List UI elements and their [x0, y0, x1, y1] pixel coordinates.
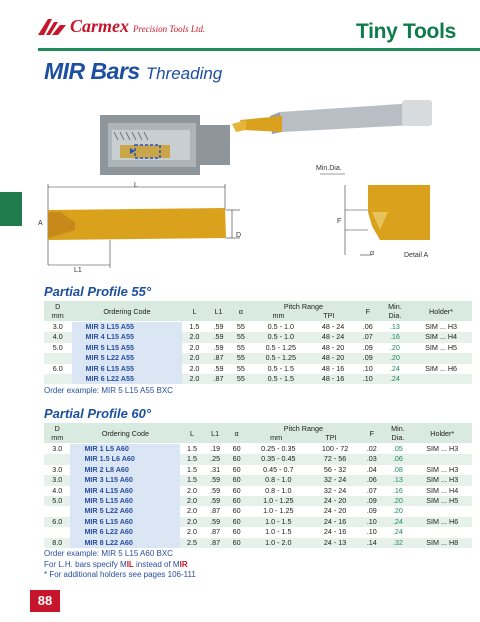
table-row — [44, 486, 472, 496]
cell-d — [44, 527, 70, 537]
cell-mm: 0.8 - 1.0 — [265, 485, 292, 495]
cell-l: 2.0 — [182, 332, 206, 342]
cell-a: 60 — [227, 475, 247, 485]
cell-tpi: 24 - 13 — [310, 538, 360, 548]
cell-d: 6.0 — [44, 517, 70, 527]
cell-holder: SIM ... H3 — [426, 444, 459, 453]
cell-min: .24 — [389, 363, 400, 373]
col-l1: L1 — [204, 423, 227, 444]
col-alpha: α — [227, 423, 247, 444]
cell-a: 55 — [231, 332, 252, 342]
cell-f: .06 — [360, 475, 383, 485]
cell-a: 60 — [227, 517, 247, 527]
label-min-dia: Min.Dia. — [316, 165, 342, 172]
cell-a: 60 — [232, 444, 241, 453]
section-title: Tiny Tools — [355, 20, 456, 43]
cell-min: .32 — [383, 538, 412, 548]
cell-code: MIR 5 L22 A55 — [72, 353, 183, 363]
cell-l1: .87 — [206, 374, 230, 384]
cell-code: MIR 4 L15 A60 — [70, 486, 180, 496]
cell-min: .24 — [380, 374, 410, 384]
cell-f: .09 — [356, 353, 380, 363]
cell-l: 1.5 — [189, 322, 200, 331]
cell-l1: .59 — [210, 485, 221, 495]
cell-code: MIR 2 L8 A60 — [70, 465, 180, 475]
cell-a: 60 — [232, 506, 241, 516]
cell-code: MIR 5 L22 A60 — [70, 506, 180, 516]
cell-code: MIR 3 L15 A60 — [70, 475, 180, 485]
cell-l1: .87 — [206, 353, 230, 363]
order-example-55: Order example: MIR 5 L15 A55 BXC — [44, 386, 173, 395]
cell-l1: .59 — [213, 363, 224, 373]
label-l: L — [134, 182, 138, 189]
cell-d: 6.0 — [52, 363, 63, 373]
cell-tpi: 24 - 20 — [323, 506, 347, 516]
table-row — [44, 332, 472, 342]
cell-mm: 0.5 - 1.5 — [267, 363, 294, 373]
cell-f: .10 — [362, 363, 373, 373]
cell-tpi: 24 - 20 — [310, 496, 360, 506]
cell-holder — [412, 527, 472, 537]
col-l: L — [180, 423, 203, 444]
table-row — [44, 343, 472, 353]
cell-l1: .59 — [206, 332, 230, 342]
label-a: A — [38, 220, 43, 227]
cell-l: 2.0 — [180, 496, 203, 506]
cell-l1: .59 — [204, 475, 227, 485]
cell-a: 60 — [232, 464, 241, 474]
cell-mm: 0.5 - 1.25 — [265, 342, 296, 352]
col-d: D mm — [44, 423, 70, 444]
cell-code: MIR 4 L15 A55 — [72, 332, 183, 342]
heading-60: Partial Profile 60° — [44, 406, 152, 421]
cell-mm: 0.8 - 1.0 — [247, 475, 310, 485]
carmex-logo — [38, 16, 205, 37]
cell-f: .03 — [360, 454, 383, 464]
cell-mm: 0.5 - 1.0 — [267, 322, 294, 331]
cell-code: MIR 6 L22 A55 — [72, 374, 183, 384]
cell-d: 3.0 — [52, 444, 63, 453]
cell-code: MIR 3 L15 A55 — [72, 322, 183, 333]
cell-d — [44, 454, 70, 464]
table-row — [44, 444, 472, 455]
cell-mm: 1.0 - 1.5 — [265, 527, 292, 537]
page-header — [0, 0, 480, 54]
col-l1: L1 — [206, 301, 230, 322]
table-row — [44, 374, 472, 384]
cell-l1: .87 — [210, 506, 221, 516]
cell-f: .09 — [366, 506, 377, 516]
cell-tpi: 32 - 24 — [323, 485, 347, 495]
cell-tpi: 48 - 20 — [321, 342, 345, 352]
cell-a: 55 — [231, 353, 252, 363]
title-sub: Threading — [145, 64, 223, 83]
col-holder: Holder* — [412, 423, 472, 444]
cell-holder: SIM ... H5 — [425, 342, 458, 352]
cell-holder: SIM ... H3 — [425, 322, 458, 331]
cell-f: .07 — [356, 332, 380, 342]
col-pitch: Pitch Range mm TPI — [251, 301, 356, 322]
cell-l: 2.0 — [186, 527, 197, 537]
cell-d — [44, 353, 72, 363]
cell-mm: 0.5 - 1.5 — [251, 374, 310, 384]
cell-l: 2.0 — [186, 485, 197, 495]
cell-l: 2.0 — [180, 517, 203, 527]
cell-tpi: 48 - 16 — [310, 374, 355, 384]
cell-l1: .59 — [213, 342, 224, 352]
page-title — [44, 58, 222, 85]
cell-a: 60 — [232, 485, 241, 495]
heading-55: Partial Profile 55° — [44, 284, 152, 299]
cell-f: .10 — [356, 374, 380, 384]
cell-l1: .87 — [210, 527, 221, 537]
cell-f: .02 — [366, 444, 377, 453]
cell-code: MIR 6 L15 A55 — [72, 364, 183, 374]
cell-f: .14 — [360, 538, 383, 548]
cell-tpi: 32 - 24 — [310, 475, 360, 485]
cell-l1: .59 — [204, 517, 227, 527]
cell-f: .09 — [362, 342, 373, 352]
cell-l: 2.0 — [189, 363, 200, 373]
cell-mm: 0.5 - 1.0 — [251, 332, 310, 342]
carmex-logo-icon — [38, 19, 66, 35]
cell-a: 60 — [227, 538, 247, 548]
cell-code: MIR 1.5 L6 A60 — [70, 454, 180, 464]
label-alpha: α — [370, 250, 375, 257]
table-60 — [44, 423, 472, 548]
cell-l1: .19 — [210, 444, 221, 453]
col-f: F — [356, 301, 380, 322]
cell-mm: 1.0 - 1.25 — [247, 496, 310, 506]
cell-l1: .25 — [204, 454, 227, 464]
cell-a: 55 — [236, 342, 245, 352]
cell-min: .06 — [383, 454, 412, 464]
cell-a: 55 — [236, 322, 245, 331]
tool-diagram — [0, 90, 480, 280]
cell-tpi: 24 - 16 — [310, 517, 360, 527]
table-row — [44, 465, 472, 475]
col-code: Ordering Code — [72, 301, 183, 322]
cell-tpi: 100 - 72 — [321, 444, 349, 453]
cell-holder — [410, 353, 472, 363]
cell-d: 3.0 — [52, 464, 63, 474]
table-row — [44, 475, 472, 485]
cell-min: .13 — [389, 322, 400, 331]
bar-illustration — [232, 100, 432, 134]
cell-holder: SIM ... H4 — [426, 485, 459, 495]
cell-tpi: 56 - 32 — [323, 464, 347, 474]
cell-f: .10 — [360, 517, 383, 527]
cell-holder: SIM ... H3 — [412, 475, 472, 485]
cell-holder — [412, 506, 472, 516]
cell-code: MIR 6 L22 A60 — [70, 527, 180, 537]
cell-l1: .59 — [204, 496, 227, 506]
cell-tpi: 48 - 20 — [310, 353, 355, 363]
cell-mm: 0.35 - 0.45 — [247, 454, 310, 464]
cell-d: 5.0 — [44, 496, 70, 506]
cell-l: 2.0 — [189, 342, 200, 352]
cell-min: .08 — [392, 464, 403, 474]
cell-mm: 1.0 - 1.25 — [263, 506, 294, 516]
col-min-dia: Min. Dia. — [380, 301, 410, 322]
cell-mm: 1.0 - 1.5 — [247, 517, 310, 527]
order-example-60: Order example: MIR 5 L15 A60 BXC — [44, 549, 173, 558]
cell-holder: SIM ... H3 — [426, 464, 459, 474]
cell-holder — [410, 374, 472, 384]
detail-a-drawing — [320, 174, 430, 255]
cell-d: 8.0 — [44, 538, 70, 548]
cell-holder: SIM ... H6 — [412, 517, 472, 527]
cell-d: 3.0 — [44, 475, 70, 485]
col-code: Ordering Code — [70, 423, 180, 444]
cell-d: 4.0 — [52, 485, 63, 495]
header-divider — [38, 48, 480, 51]
col-d: D mm — [44, 301, 72, 322]
cell-l1: .31 — [210, 464, 221, 474]
cell-l: 1.5 — [186, 464, 197, 474]
cell-l1: .59 — [213, 322, 224, 331]
cell-mm: 1.0 - 2.0 — [247, 538, 310, 548]
cell-min: .16 — [380, 332, 410, 342]
cell-code: MIR 5 L15 A55 — [72, 343, 183, 353]
title-main: MIR Bars — [44, 58, 140, 84]
cell-f: .10 — [366, 527, 377, 537]
workpiece-illustration — [100, 115, 230, 175]
cell-f: .07 — [366, 485, 377, 495]
cell-holder: SIM ... H4 — [410, 332, 472, 342]
cell-a: 60 — [227, 496, 247, 506]
cell-min: .20 — [392, 506, 403, 516]
label-l1: L1 — [74, 267, 82, 274]
cell-a: 55 — [236, 363, 245, 373]
cell-min: .13 — [383, 475, 412, 485]
cell-f: .06 — [362, 322, 373, 331]
cell-d — [44, 374, 72, 384]
cell-min: .20 — [383, 496, 412, 506]
table-row — [44, 364, 472, 374]
cell-a: 55 — [231, 374, 252, 384]
cell-mm: 0.25 - 0.35 — [261, 444, 296, 453]
cell-d: 4.0 — [44, 332, 72, 342]
holders-note: * For additional holders see pages 106-111 — [44, 570, 196, 579]
cell-code: MIR 5 L15 A60 — [70, 496, 180, 506]
notes-60 — [44, 549, 196, 581]
cell-tpi: 48 - 16 — [321, 363, 345, 373]
cell-holder: SIM ... H8 — [412, 538, 472, 548]
cell-d: 5.0 — [52, 342, 63, 352]
table-row — [44, 506, 472, 516]
cell-min: .05 — [392, 444, 403, 453]
col-l: L — [182, 301, 206, 322]
cell-holder: SIM ... H6 — [425, 363, 458, 373]
cell-mm: 0.5 - 1.25 — [251, 353, 310, 363]
col-holder: Holder* — [410, 301, 472, 322]
cell-f: .04 — [366, 464, 377, 474]
cell-l: 1.5 — [180, 454, 203, 464]
col-f: F — [360, 423, 383, 444]
cell-l: 2.0 — [182, 374, 206, 384]
table-55 — [44, 301, 472, 384]
col-pitch: Pitch Range mm TPI — [247, 423, 361, 444]
label-f: F — [337, 218, 342, 225]
cell-code: MIR 8 L22 A60 — [70, 538, 180, 548]
cell-l1: .87 — [204, 538, 227, 548]
cell-code: MIR 1 L5 A60 — [70, 444, 180, 455]
table-row — [44, 538, 472, 548]
label-d: D — [236, 232, 242, 239]
table-row — [44, 353, 472, 363]
cell-min: .24 — [383, 517, 412, 527]
table-row — [44, 322, 472, 333]
label-detail-a: Detail A — [404, 252, 429, 259]
lh-note: For L.H. bars specify MIL instead of MIR — [44, 559, 188, 569]
cell-min: .20 — [380, 353, 410, 363]
cell-holder — [412, 454, 472, 464]
table-row — [44, 454, 472, 464]
brand-name: Carmex — [70, 16, 130, 36]
cell-d — [44, 506, 70, 516]
cell-l: 2.5 — [180, 538, 203, 548]
cell-code: MIR 6 L15 A60 — [70, 517, 180, 527]
col-min-dia: Min. Dia. — [383, 423, 412, 444]
cell-mm: 0.45 - 0.7 — [263, 464, 294, 474]
table-row — [44, 527, 472, 537]
cell-tpi: 24 - 16 — [323, 527, 347, 537]
cell-a: 60 — [227, 454, 247, 464]
col-alpha: α — [231, 301, 252, 322]
brand-subtitle: Precision Tools Ltd. — [133, 24, 206, 34]
cell-tpi: 48 - 24 — [321, 322, 345, 331]
page-number: 88 — [30, 590, 60, 612]
cell-min: .20 — [389, 342, 400, 352]
cell-d: 3.0 — [52, 322, 63, 331]
cell-tpi: 72 - 56 — [310, 454, 360, 464]
cell-a: 60 — [232, 527, 241, 537]
cell-min: .16 — [392, 485, 403, 495]
cell-holder: SIM ... H5 — [412, 496, 472, 506]
cell-l: 1.5 — [180, 475, 203, 485]
cell-l: 2.0 — [182, 353, 206, 363]
cell-f: .09 — [360, 496, 383, 506]
cell-l: 1.5 — [186, 444, 197, 453]
table-row — [44, 496, 472, 506]
table-row — [44, 517, 472, 527]
cell-tpi: 48 - 24 — [310, 332, 355, 342]
cell-l: 2.0 — [186, 506, 197, 516]
cell-min: .24 — [392, 527, 403, 537]
